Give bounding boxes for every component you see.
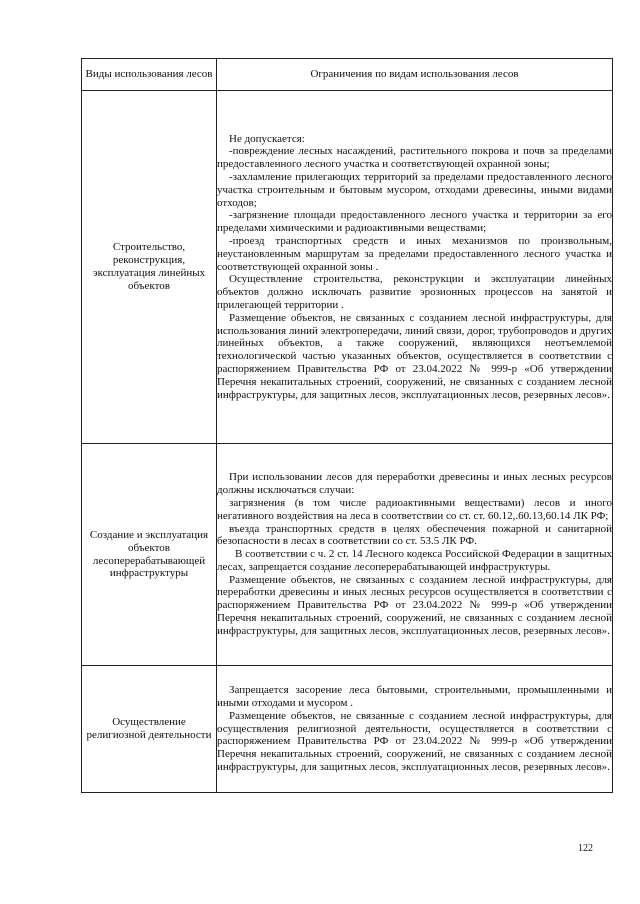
paragraph: загрязнения (в том числе радиоактивными веществами) лесов и иного негативного воздействия на леса в соответствии со ст. ст. 60.12,.60.13,60.14 ЛК РФ; bbox=[217, 496, 612, 522]
row-restrictions bbox=[217, 91, 613, 444]
paragraph: Запрещается засорение леса бытовыми, строительными, промышленными и иными отходами и мусором . bbox=[217, 684, 612, 709]
paragraph: При использовании лесов для переработки древесины и иных лесных ресурсов должны исключаться случаи: bbox=[217, 471, 612, 497]
paragraph: -захламление прилегающих территорий за пределами предоставленного лесного участка строительным и бытовым мусором, отходами древесины, иными видами отходов; bbox=[217, 171, 612, 209]
paragraph: Осуществление строительства, реконструкции и эксплуатации линейных объектов должно исключать развитие эрозионных процессов на занятой и прилегающей территории . bbox=[217, 273, 612, 311]
paragraph: Не допускается: bbox=[229, 132, 305, 145]
paragraph: -загрязнение площади предоставленного лесного участка и территории за его пределами химическими и радиоактивными веществами; bbox=[217, 209, 612, 235]
header-restrictions: Ограничения по видам использования лесов bbox=[217, 59, 613, 91]
paragraph: -проезд транспортных средств и иных механизмов по произвольным, неустановленным маршрутам за пределами предоставленного лесного участка и соответствующей охранной зоны . bbox=[217, 235, 612, 273]
paragraph: въезда транспортных средств в целях обеспечения пожарной и санитарной безопасности в лесах в соответствии со ст. 53.5 ЛК РФ. bbox=[217, 522, 612, 548]
table-header-row bbox=[82, 59, 613, 91]
page-number: 122 bbox=[578, 843, 593, 854]
paragraph: -повреждение лесных насаждений, растительного покрова и почв за пределами предоставленного лесного участка и соответствующей охранной зоны; bbox=[217, 145, 612, 171]
paragraph: Размещение объектов, не связанных с созданием лесной инфраструктуры, для переработки древесины и иных лесных ресурсов осуществляется в соответствии с распоряжением Правительства РФ от 23.04.2022 № 999-р «Об утверждении Перечня некапитальных строений, сооружений, не связанных с созданием лесной инфраструктуры, для защитных лесов, эксплуатационных лесов, резервных лесов». bbox=[217, 573, 612, 637]
row-restrictions bbox=[217, 666, 613, 793]
header-kind: Виды использования лесов bbox=[82, 59, 217, 91]
row-restrictions bbox=[217, 444, 613, 666]
row-kind: Осуществление религиозной деятельности bbox=[82, 666, 217, 793]
paragraph: Размещение объектов, не связанные с созданием лесной инфраструктуры, для осуществления религиозной деятельности, осуществляется в соответствии с распоряжением Правительства РФ от 23.04.2022 № 999-р «Об утверждении Перечня некапитальных строений, сооружений, не связанных с созданием лесной инфраструктуры, для защитных лесов, эксплуатационных лесов, резервных лесов». bbox=[217, 709, 612, 773]
table-row bbox=[82, 444, 613, 666]
table-row bbox=[82, 666, 613, 793]
paragraph: Размещение объектов, не связанных с созданием лесной инфраструктуры, для использования линий электропередачи, линий связи, дорог, трубопроводов и других линейных объектов, а также сооружений, являющихся неотъемлемой технологической частью указанных объектов, осуществляется в соответствии с распоряжением Правительства РФ от 23.04.2022 № 999-р «Об утверждении Перечня некапитальных строений, сооружений, не связанных с созданием лесной инфраструктуры, для защитных лесов, эксплуатационных лесов, резервных лесов». bbox=[217, 311, 612, 401]
paragraph: В соответствии с ч. 2 ст. 14 Лесного кодекса Российской Федерации в защитных лесах, запрещается создание лесоперерабатывающей инфраструктуры. bbox=[217, 548, 612, 573]
table-row bbox=[82, 91, 613, 444]
row-kind: Создание и эксплуатация объектов лесоперерабатывающей инфраструктуры bbox=[82, 444, 217, 666]
row-kind: Строительство, реконструкция, эксплуатация линейных объектов bbox=[82, 91, 217, 444]
restrictions-table bbox=[81, 58, 613, 793]
